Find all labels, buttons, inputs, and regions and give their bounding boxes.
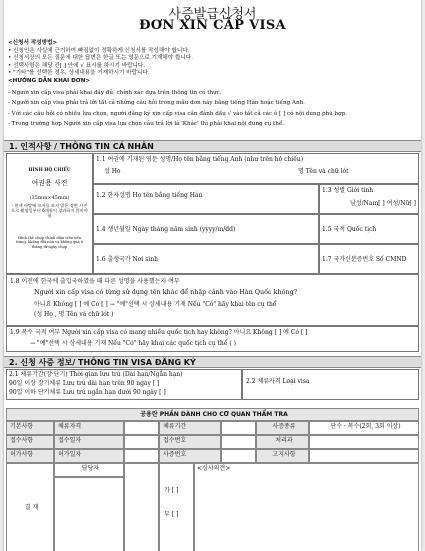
short-stay-option[interactable]: 90일 이하 단기체류 Lưu trú ngắn hạn dưới 90 ngày [ ] <box>9 389 166 396</box>
q1-1-label: 1.1 여권에 기재된 영문 성명/Họ tên bằng tiếng Anh (như trên hộ chiếu) <box>96 156 304 163</box>
officer-label: 담당자 <box>54 463 124 477</box>
signature-box[interactable] <box>54 477 124 551</box>
title-korean: 사증발급신청서 <box>168 7 257 22</box>
given-name-label: 명 Tên và chữ lót <box>298 168 349 175</box>
decision-label: 결 재 <box>6 463 54 551</box>
office-cell: 접수번호 <box>159 435 221 449</box>
photo-label-ko: 여권용 사진 <box>31 179 68 187</box>
office-cell: 사증번호 <box>159 449 221 463</box>
photo-note-ko: - 흰색 바탕에 모자를 쓰지 않은 정면 사진으로 촬영일부터 6개월이 경과하지 않아야 함 <box>11 203 88 219</box>
office-value[interactable] <box>124 435 159 449</box>
office-value[interactable] <box>124 421 159 435</box>
q1-9-label[interactable]: 1.9 복수 국적 여부 Người xin cấp visa có mang nhiều quốc tịch hay không? 아니요 Không [ ] 예 Có [ ] <box>10 329 308 336</box>
office-cell: 처리과 <box>256 435 309 449</box>
q1-3-label: 1.3 성별 Giới tính <box>322 187 374 194</box>
office-cell: 고지사항 <box>256 449 309 463</box>
office-cell: 허가사항 <box>6 449 54 463</box>
opinion-box[interactable] <box>194 463 419 551</box>
opinion-label: <심사의견> <box>197 465 231 472</box>
long-stay-option[interactable]: 90일 이상 장기체류 Lưu trú dài hạn trên 90 ngày [ ] <box>9 380 160 387</box>
surname-label: 성 Họ <box>104 168 121 175</box>
instructions-heading-ko: <신청서 작성방법> <box>8 40 58 46</box>
office-value[interactable] <box>309 435 419 449</box>
reject-checkbox[interactable]: 부 [ ] <box>164 511 179 518</box>
office-cell: 접수일자 <box>54 435 124 449</box>
instruction-vi: - Với các câu hỏi có nhiều lựa chọn, người đăng ký xin cấp visa cần đánh dấu √ vào tất cả các ô [ ] có nội dung phù hợp. <box>8 110 347 117</box>
office-cell: 체류자격 <box>54 421 124 435</box>
instruction-vi: - Trong trường hợp Người xin cấp visa lựa chọn câu trả lời là 'Khác' thì phải khai nội dung cụ thể. <box>8 121 285 128</box>
application-form <box>4 0 421 551</box>
q1-8-label-vi: Người xin cấp visa có từng sử dụng tên khác để nhập cảnh vào Hàn Quốc không? <box>34 288 298 296</box>
q1-7-label: 1.7 국가신분증번호 Số CMND <box>322 256 407 263</box>
office-value[interactable] <box>124 449 159 463</box>
photo-label-vi: HÌNH HỘ CHIẾU <box>28 168 71 173</box>
instruction-ko: • 신청서상의 모든 질문에 대한 답변은 한글 또는 영문으로 기재해야 합니다. <box>8 55 193 62</box>
q1-8-answer[interactable]: 아니요 Không [ ] 예 Có [ ] → "예"선택 시 상세내용 기재 Nếu "Có" hãy khai tên cụ thể <box>34 301 277 308</box>
q1-9-detail[interactable]: → "예"선택 시 상세내용 기재 Nếu "Có" hãy khai các quốc tịch cụ thể ( ) <box>30 340 236 347</box>
q2-2-label: 2.2 체류자격 Loại visa <box>246 378 310 385</box>
gender-options[interactable]: 남성/Nam[ ] 여성/Nữ[ ] <box>350 200 416 207</box>
office-use-header: 공용란 PHẦN DÀNH CHO CƠ QUAN THẨM TRA <box>6 408 419 421</box>
q1-8-name-fields[interactable]: (성 Họ , 명 Tên và chữ lót ) <box>34 311 114 318</box>
office-cell: 허가일자 <box>54 449 124 463</box>
instruction-ko: • "기타"를 선택한 경우, 상세내용을 기재하시기 바랍니다. <box>8 70 150 77</box>
title-vietnamese: ĐƠN XIN CẤP VISA <box>139 18 286 33</box>
section1-header: 1. 인적사항 / THÔNG TIN CÁ NHÂN <box>4 140 421 152</box>
instruction-vi: - Người xin cấp visa phải trả lời tất cả những câu hỏi trong mẫu đơn này bằng tiếng Hàn hoặc tiếng Anh. <box>8 100 305 107</box>
photo-size: (35mm×45mm) <box>29 195 70 201</box>
office-cell: 접수사항 <box>6 435 54 449</box>
office-value[interactable] <box>221 449 256 463</box>
office-value[interactable] <box>221 435 256 449</box>
q1-6-label: 1.6 출생국가 Nơi sinh <box>96 256 158 263</box>
office-cell: 기본사항 <box>6 421 54 435</box>
instructions-heading-vi: <HƯỚNG DẪN KHAI ĐƠN> <box>8 77 91 84</box>
office-value[interactable] <box>309 449 419 463</box>
instruction-ko: • 선택사항은 해당 칸[ ] 안에 √ 표시를 하시기 바랍니다. <box>8 62 146 69</box>
q1-4-label: 1.4 생년월일 Ngày tháng năm sinh (yyyy/m/dd) <box>96 226 236 233</box>
office-value[interactable] <box>221 421 256 435</box>
approve-checkbox[interactable]: 가 [ ] <box>164 487 179 494</box>
office-cell: 체류기간 <box>159 421 221 435</box>
office-cell: 단수 · 복수(2회, 3회 이상) <box>309 421 419 435</box>
photo-note-vi: Hình thẻ chụp chính diện trên nền trắng, không đội nón và không quá 6 tháng từ ngày chụp <box>15 236 84 249</box>
approval-cell[interactable] <box>159 463 194 551</box>
q1-8-label: 1.8 이전에 한국에 출입국하였을 때 다른 성명을 사용했는지 여부 <box>10 278 180 285</box>
q1-2-label: 1.2 한자성명 Họ tên bằng tiếng Hán <box>96 192 203 199</box>
section2-header: 2. 신청 사증 정보/ THÔNG TIN VISA ĐĂNG KÝ <box>4 356 421 368</box>
approval-cell[interactable] <box>124 463 159 551</box>
q1-5-label: 1.5 국적 Quốc tịch <box>322 226 377 233</box>
instructions <box>8 40 416 129</box>
q2-1-label: 2.1 체류기간(장·단기) Thời gian lưu trú (Dài hạn/Ngắn hạn) <box>9 371 183 378</box>
office-cell: 사증종류 <box>256 421 309 435</box>
instruction-vi: - Người xin cấp visa phải khai đầy đủ, chính xác dựa trên thông tin có thực. <box>8 89 222 96</box>
instruction-ko: • 신청인은 사실에 근거하여 빠짐없이 정확하게 신청서를 작성해야 합니다. <box>8 47 190 54</box>
